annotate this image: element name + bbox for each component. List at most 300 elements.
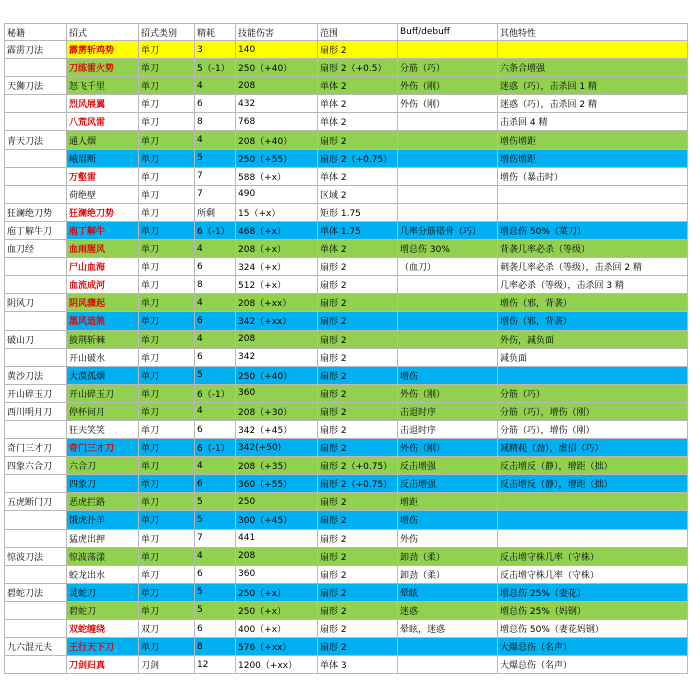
cell-other[interactable]: 大爆总伤（名声） (498, 638, 688, 656)
cell-buff[interactable] (398, 330, 498, 348)
cell-damage[interactable]: 342(+50) (236, 439, 318, 457)
cell-buff[interactable]: 卸劲（柔） (398, 565, 498, 583)
cell-buff[interactable]: 外伤（刚） (398, 95, 498, 113)
cell-stamina[interactable]: 8 (195, 638, 236, 656)
cell-other[interactable]: 增伤（邪，背袭） (498, 312, 688, 330)
cell-other[interactable]: 分筋（巧），增伤（刚） (498, 420, 688, 438)
cell-type[interactable]: 单刀 (139, 547, 195, 565)
cell-other[interactable] (498, 511, 688, 529)
cell-move[interactable]: 刀练雷火势 (67, 59, 139, 77)
cell-type[interactable]: 双刀 (139, 620, 195, 638)
cell-range[interactable]: 扇形 2 (318, 439, 398, 457)
table-row (5, 131, 688, 149)
cell-other[interactable] (498, 203, 688, 221)
cell-move[interactable]: 血流成河 (67, 276, 139, 294)
cell-other[interactable]: 增伤（邪，背袭） (498, 294, 688, 312)
cell-range[interactable]: 矩形 1.75 (318, 203, 398, 221)
cell-move[interactable]: 荷绝壁 (67, 185, 139, 203)
cell-book[interactable] (5, 348, 67, 366)
cell-buff[interactable]: 反击增强 (398, 457, 498, 475)
cell-damage[interactable]: 250（+x） (236, 583, 318, 601)
cell-type[interactable]: 单刀 (139, 276, 195, 294)
cell-book[interactable]: 天狮刀法 (5, 77, 67, 95)
cell-other[interactable]: 几率必杀（等级），击杀回 3 精 (498, 276, 688, 294)
cell-other[interactable]: 增总伤 25%（妻花） (498, 583, 688, 601)
cell-type[interactable]: 单刀 (139, 583, 195, 601)
header-cell: 精耗 (195, 24, 236, 41)
cell-stamina[interactable]: 5 (195, 583, 236, 601)
cell-stamina[interactable]: 4 (195, 131, 236, 149)
cell-type[interactable]: 单刀 (139, 149, 195, 167)
cell-book[interactable] (5, 185, 67, 203)
cell-move[interactable]: 血雨腥风 (67, 240, 139, 258)
cell-stamina[interactable]: 6（-1） (195, 384, 236, 402)
cell-damage[interactable]: 15（+x） (236, 203, 318, 221)
cell-type[interactable]: 刀剑 (139, 656, 195, 674)
cell-range[interactable]: 扇形 2 (318, 366, 398, 384)
cell-type[interactable]: 单刀 (139, 420, 195, 438)
cell-book[interactable]: 狂澜绝刀势 (5, 203, 67, 221)
cell-range[interactable]: 单体 2 (318, 240, 398, 258)
cell-range[interactable]: 扇形 2 (318, 312, 398, 330)
cell-buff[interactable] (398, 656, 498, 674)
cell-book[interactable] (5, 59, 67, 77)
cell-stamina[interactable]: 6 (195, 475, 236, 493)
cell-buff[interactable]: 分筋（巧） (398, 59, 498, 77)
cell-range[interactable]: 扇形 2 (318, 493, 398, 511)
cell-other[interactable] (498, 185, 688, 203)
cell-other[interactable]: 迷惑（巧），击杀回 2 精 (498, 95, 688, 113)
cell-stamina[interactable]: 5 (195, 149, 236, 167)
cell-damage[interactable]: 208 (236, 547, 318, 565)
cell-other[interactable]: 增总伤 25%（妈钢） (498, 601, 688, 619)
cell-damage[interactable]: 250（+40） (236, 59, 318, 77)
cell-other[interactable] (498, 41, 688, 59)
cell-move[interactable]: 峨眉断 (67, 149, 139, 167)
cell-type[interactable]: 单刀 (139, 77, 195, 95)
cell-damage[interactable]: 1200（+xx） (236, 656, 318, 674)
cell-type[interactable]: 单刀 (139, 529, 195, 547)
cell-move[interactable]: 八荒风雷 (67, 113, 139, 131)
cell-book[interactable]: 惊波刀法 (5, 547, 67, 565)
cell-other[interactable]: 大爆总伤（名声） (498, 656, 688, 674)
cell-stamina[interactable]: 4 (195, 240, 236, 258)
cell-book[interactable] (5, 529, 67, 547)
cell-move[interactable]: 灵蛇刀 (67, 583, 139, 601)
cell-damage[interactable]: 250（+55） (236, 149, 318, 167)
cell-type[interactable]: 单刀 (139, 493, 195, 511)
cell-other[interactable] (498, 366, 688, 384)
cell-move[interactable]: 狂夫笑笑 (67, 420, 139, 438)
cell-damage[interactable]: 250 (236, 493, 318, 511)
cell-stamina[interactable]: 4 (195, 402, 236, 420)
cell-move[interactable]: 烈风展翼 (67, 95, 139, 113)
cell-stamina[interactable]: 7 (195, 167, 236, 185)
cell-buff[interactable] (398, 276, 498, 294)
cell-buff[interactable] (398, 167, 498, 185)
cell-type[interactable]: 单刀 (139, 131, 195, 149)
cell-buff[interactable] (398, 41, 498, 59)
cell-damage[interactable]: 342 (236, 348, 318, 366)
cell-buff[interactable] (398, 131, 498, 149)
cell-stamina[interactable]: 7 (195, 185, 236, 203)
table-row (5, 366, 688, 384)
cell-buff[interactable]: 增伤 (398, 511, 498, 529)
cell-other[interactable]: 分筋（巧），增伤（刚） (498, 402, 688, 420)
cell-book[interactable] (5, 620, 67, 638)
cell-book[interactable]: 九六混元夫 (5, 638, 67, 656)
cell-type[interactable]: 单刀 (139, 294, 195, 312)
table-row (5, 167, 688, 185)
cell-damage[interactable]: 208（+35） (236, 457, 318, 475)
cell-stamina[interactable]: 6 (195, 420, 236, 438)
cell-move[interactable]: 惊波荡漾 (67, 547, 139, 565)
cell-damage[interactable]: 250（+40） (236, 366, 318, 384)
cell-type[interactable]: 单刀 (139, 384, 195, 402)
cell-buff[interactable] (398, 348, 498, 366)
cell-book[interactable] (5, 511, 67, 529)
cell-move[interactable]: 六合刀 (67, 457, 139, 475)
cell-damage[interactable]: 208 (236, 330, 318, 348)
cell-type[interactable]: 单刀 (139, 113, 195, 131)
cell-other[interactable]: 背袭几率必杀（等级） (498, 240, 688, 258)
cell-range[interactable]: 扇形 2 (318, 547, 398, 565)
cell-book[interactable] (5, 149, 67, 167)
cell-type[interactable]: 单刀 (139, 457, 195, 475)
table-row (5, 475, 688, 493)
cell-type[interactable]: 单刀 (139, 203, 195, 221)
cell-damage[interactable]: 360 (236, 384, 318, 402)
cell-type[interactable]: 单刀 (139, 565, 195, 583)
cell-stamina[interactable]: 5 (195, 601, 236, 619)
cell-type[interactable]: 单刀 (139, 511, 195, 529)
cell-book[interactable] (5, 656, 67, 674)
cell-range[interactable]: 扇形 2 (318, 276, 398, 294)
cell-range[interactable]: 扇形 2 (318, 384, 398, 402)
cell-damage[interactable]: 342（+xx） (236, 312, 318, 330)
cell-other[interactable] (498, 529, 688, 547)
cell-book[interactable]: 黄沙刀法 (5, 366, 67, 384)
cell-range[interactable]: 扇形 2 (318, 529, 398, 547)
cell-book[interactable]: 霹雳刀法 (5, 41, 67, 59)
cell-stamina[interactable]: 4 (195, 457, 236, 475)
cell-move[interactable]: 怒飞千里 (67, 77, 139, 95)
cell-buff[interactable]: 晕眩 (398, 583, 498, 601)
cell-stamina[interactable]: 6（-1） (195, 221, 236, 239)
cell-range[interactable]: 扇形 2 (318, 258, 398, 276)
cell-range[interactable]: 扇形 2 (318, 294, 398, 312)
cell-range[interactable]: 区域 2 (318, 185, 398, 203)
cell-type[interactable]: 单刀 (139, 402, 195, 420)
table-row (5, 439, 688, 457)
cell-move[interactable]: 披荆斩棘 (67, 330, 139, 348)
cell-range[interactable]: 扇形 2 (318, 402, 398, 420)
cell-range[interactable]: 单体 2 (318, 167, 398, 185)
cell-range[interactable]: 扇形 2 (318, 131, 398, 149)
cell-book[interactable] (5, 565, 67, 583)
cell-buff[interactable] (398, 149, 498, 167)
cell-other[interactable]: 减精耗（劲），虚招（巧） (498, 439, 688, 457)
header-cell: Buff/debuff (398, 24, 498, 41)
cell-book[interactable] (5, 258, 67, 276)
table-row (5, 493, 688, 511)
cell-stamina[interactable]: 8 (195, 113, 236, 131)
cell-move[interactable]: 阴风骤起 (67, 294, 139, 312)
cell-type[interactable]: 单刀 (139, 312, 195, 330)
table-row (5, 221, 688, 239)
cell-type[interactable]: 单刀 (139, 601, 195, 619)
header-cell: 范围 (318, 24, 398, 41)
cell-buff[interactable]: 反击增强 (398, 475, 498, 493)
cell-range[interactable]: 单体 2 (318, 113, 398, 131)
cell-move[interactable]: 狂澜绝刀势 (67, 203, 139, 221)
cell-other[interactable]: 刺袭几率必杀（等级），击杀回 2 精 (498, 258, 688, 276)
cell-other[interactable]: 减负面 (498, 348, 688, 366)
cell-book[interactable] (5, 601, 67, 619)
table-row (5, 420, 688, 438)
cell-move[interactable]: 大漠孤烟 (67, 366, 139, 384)
table-row (5, 601, 688, 619)
cell-other[interactable]: 增伤增距 (498, 149, 688, 167)
cell-book[interactable]: 庖丁解牛刀 (5, 221, 67, 239)
cell-book[interactable] (5, 95, 67, 113)
cell-damage[interactable]: 208（+x） (236, 240, 318, 258)
cell-other[interactable]: 增总伤 50%（妻花妈钢） (498, 620, 688, 638)
cell-damage[interactable]: 208 (236, 77, 318, 95)
cell-move[interactable]: 开山破水 (67, 348, 139, 366)
cell-type[interactable]: 单刀 (139, 185, 195, 203)
cell-move[interactable]: 尸山血海 (67, 258, 139, 276)
cell-move[interactable]: 庖丁解牛 (67, 221, 139, 239)
cell-buff[interactable]: 外伤（刚） (398, 384, 498, 402)
cell-book[interactable]: 阴风刀 (5, 294, 67, 312)
cell-stamina[interactable]: 6 (195, 258, 236, 276)
table-row (5, 656, 688, 674)
cell-damage[interactable]: 576（+xx） (236, 638, 318, 656)
cell-book[interactable] (5, 475, 67, 493)
cell-move[interactable]: 饿虎扑羊 (67, 511, 139, 529)
cell-range[interactable]: 扇形 2 (318, 330, 398, 348)
cell-type[interactable]: 单刀 (139, 348, 195, 366)
cell-move[interactable]: 猛虎出押 (67, 529, 139, 547)
cell-buff[interactable] (398, 312, 498, 330)
cell-book[interactable]: 青天刀法 (5, 131, 67, 149)
cell-range[interactable]: 单体 2 (318, 77, 398, 95)
cell-stamina[interactable]: 4 (195, 294, 236, 312)
cell-range[interactable]: 扇形 2（+0.75） (318, 457, 398, 475)
cell-range[interactable]: 单体 2 (318, 95, 398, 113)
cell-move[interactable]: 通人烟 (67, 131, 139, 149)
cell-range[interactable]: 扇形 2 (318, 638, 398, 656)
cell-stamina[interactable]: 5（-1） (195, 59, 236, 77)
cell-buff[interactable]: 外伤 (398, 529, 498, 547)
cell-buff[interactable]: 击退时序 (398, 420, 498, 438)
cell-stamina[interactable]: 5 (195, 511, 236, 529)
cell-type[interactable]: 单刀 (139, 221, 195, 239)
cell-book[interactable]: 四象六合刀 (5, 457, 67, 475)
cell-move[interactable]: 霹雳斩鸡势 (67, 41, 139, 59)
window-top-edge (0, 0, 700, 8)
cell-range[interactable]: 扇形 2 (318, 583, 398, 601)
cell-buff[interactable]: 增总伤 30% (398, 240, 498, 258)
cell-range[interactable]: 扇形 2 (318, 348, 398, 366)
cell-other[interactable]: 反击增反（静），增距（拙） (498, 457, 688, 475)
table-row (5, 402, 688, 420)
cell-other[interactable]: 反击增反（静），增距（拙） (498, 475, 688, 493)
cell-damage[interactable]: 140 (236, 41, 318, 59)
cell-buff[interactable] (398, 185, 498, 203)
cell-buff[interactable]: 晕眩，迷惑 (398, 620, 498, 638)
cell-other[interactable]: 外伤，减负面 (498, 330, 688, 348)
cell-buff[interactable]: 几率分筋错骨（巧） (398, 221, 498, 239)
cell-damage[interactable]: 512（+x） (236, 276, 318, 294)
cell-book[interactable] (5, 420, 67, 438)
cell-damage[interactable]: 468（+x） (236, 221, 318, 239)
cell-range[interactable]: 单体 1.75 (318, 221, 398, 239)
cell-type[interactable]: 单刀 (139, 95, 195, 113)
table-row (5, 511, 688, 529)
cell-buff[interactable]: 迷惑 (398, 601, 498, 619)
cell-stamina[interactable]: 4 (195, 330, 236, 348)
cell-stamina[interactable]: 6（-1） (195, 439, 236, 457)
cell-book[interactable]: 血刀经 (5, 240, 67, 258)
cell-book[interactable]: 碧蛇刀法 (5, 583, 67, 601)
cell-book[interactable]: 开山碎玉刀 (5, 384, 67, 402)
cell-range[interactable]: 扇形 2（+0.75） (318, 475, 398, 493)
cell-stamina[interactable]: 6 (195, 565, 236, 583)
cell-buff[interactable] (398, 203, 498, 221)
cell-buff[interactable]: 外伤（刚） (398, 439, 498, 457)
cell-stamina[interactable]: 4 (195, 77, 236, 95)
cell-other[interactable]: 迷惑（巧），击杀回 1 精 (498, 77, 688, 95)
cell-damage[interactable]: 768 (236, 113, 318, 131)
cell-move[interactable]: 黑风追煞 (67, 312, 139, 330)
cell-buff[interactable] (398, 113, 498, 131)
cell-book[interactable]: 破山刀 (5, 330, 67, 348)
cell-move[interactable]: 碧蛇刀 (67, 601, 139, 619)
table-row (5, 384, 688, 402)
cell-move[interactable]: 开山碎玉刀 (67, 384, 139, 402)
cell-move[interactable]: 刀剑归真 (67, 656, 139, 674)
cell-stamina[interactable]: 6 (195, 95, 236, 113)
cell-range[interactable]: 扇形 2（+0.5） (318, 59, 398, 77)
cell-move[interactable]: 双蛇缠绕 (67, 620, 139, 638)
cell-type[interactable]: 单刀 (139, 59, 195, 77)
cell-range[interactable]: 扇形 2 (318, 420, 398, 438)
cell-other[interactable]: 增总伤 50%（菜刀） (498, 221, 688, 239)
cell-damage[interactable]: 342（+45） (236, 420, 318, 438)
cell-type[interactable]: 单刀 (139, 439, 195, 457)
cell-damage[interactable]: 588（+x） (236, 167, 318, 185)
cell-move[interactable]: 万壑雷 (67, 167, 139, 185)
cell-move[interactable]: 蛟龙出水 (67, 565, 139, 583)
cell-damage[interactable]: 360 (236, 565, 318, 583)
cell-damage[interactable]: 490 (236, 185, 318, 203)
cell-damage[interactable]: 441 (236, 529, 318, 547)
cell-stamina[interactable]: 5 (195, 366, 236, 384)
cell-damage[interactable]: 208（+30） (236, 402, 318, 420)
cell-book[interactable] (5, 276, 67, 294)
cell-stamina[interactable]: 5 (195, 493, 236, 511)
cell-damage[interactable]: 432 (236, 95, 318, 113)
cell-book[interactable] (5, 167, 67, 185)
table-row (5, 113, 688, 131)
cell-damage[interactable]: 300（+45） (236, 511, 318, 529)
cell-buff[interactable] (398, 638, 498, 656)
cell-range[interactable]: 扇形 2 (318, 41, 398, 59)
cell-buff[interactable]: 卸劲（柔） (398, 547, 498, 565)
cell-other[interactable]: 反击增守株几率（守株） (498, 565, 688, 583)
cell-move[interactable]: 王行天下刀 (67, 638, 139, 656)
cell-book[interactable]: 西川明月刀 (5, 402, 67, 420)
cell-damage[interactable]: 400（+x） (236, 620, 318, 638)
cell-range[interactable]: 扇形 2（+0.75） (318, 149, 398, 167)
cell-book[interactable] (5, 312, 67, 330)
cell-stamina[interactable]: 3 (195, 41, 236, 59)
cell-stamina[interactable]: 4 (195, 547, 236, 565)
cell-range[interactable]: 单体 3 (318, 656, 398, 674)
cell-stamina[interactable]: 8 (195, 276, 236, 294)
cell-buff[interactable]: 外伤（刚） (398, 77, 498, 95)
cell-type[interactable]: 单刀 (139, 638, 195, 656)
cell-stamina[interactable]: 6 (195, 312, 236, 330)
cell-damage[interactable]: 250（+x） (236, 601, 318, 619)
cell-type[interactable]: 单刀 (139, 258, 195, 276)
cell-damage[interactable]: 360（+55） (236, 475, 318, 493)
cell-type[interactable]: 单刀 (139, 475, 195, 493)
cell-stamina[interactable]: 12 (195, 656, 236, 674)
cell-range[interactable]: 扇形 2 (318, 565, 398, 583)
header-cell: 技能伤害 (236, 24, 318, 41)
cell-book[interactable]: 五虎断门刀 (5, 493, 67, 511)
cell-type[interactable]: 单刀 (139, 330, 195, 348)
cell-damage[interactable]: 208（+xx） (236, 294, 318, 312)
cell-stamina[interactable]: 6 (195, 620, 236, 638)
cell-buff[interactable]: 增距 (398, 493, 498, 511)
cell-move[interactable]: 停杯问月 (67, 402, 139, 420)
cell-move[interactable]: 恶虎拦路 (67, 493, 139, 511)
cell-move[interactable]: 奇门三才刀 (67, 439, 139, 457)
cell-other[interactable]: 反击增守株几率（守株） (498, 547, 688, 565)
cell-other[interactable]: 分筋（巧） (498, 384, 688, 402)
cell-other[interactable]: 增伤增距 (498, 131, 688, 149)
cell-buff[interactable]: 击退时序 (398, 402, 498, 420)
cell-move[interactable]: 四象刀 (67, 475, 139, 493)
cell-other[interactable]: 增伤（暴击时） (498, 167, 688, 185)
cell-type[interactable]: 单刀 (139, 366, 195, 384)
cell-type[interactable]: 单刀 (139, 167, 195, 185)
cell-buff[interactable]: 增伤 (398, 366, 498, 384)
cell-other[interactable]: 击杀回 4 精 (498, 113, 688, 131)
cell-buff[interactable] (398, 294, 498, 312)
cell-type[interactable]: 单刀 (139, 41, 195, 59)
cell-stamina[interactable]: 7 (195, 529, 236, 547)
cell-stamina[interactable]: 所剩 (195, 203, 236, 221)
cell-other[interactable]: 六条合增强 (498, 59, 688, 77)
cell-stamina[interactable]: 6 (195, 348, 236, 366)
cell-other[interactable] (498, 493, 688, 511)
cell-range[interactable]: 扇形 2 (318, 601, 398, 619)
cell-range[interactable]: 扇形 2 (318, 620, 398, 638)
cell-damage[interactable]: 208（+40） (236, 131, 318, 149)
cell-type[interactable]: 单刀 (139, 240, 195, 258)
cell-buff[interactable]: （血刀） (398, 258, 498, 276)
cell-damage[interactable]: 324（+x） (236, 258, 318, 276)
cell-range[interactable]: 扇形 2 (318, 511, 398, 529)
table-row (5, 294, 688, 312)
cell-book[interactable]: 奇门三才刀 (5, 439, 67, 457)
cell-book[interactable] (5, 113, 67, 131)
